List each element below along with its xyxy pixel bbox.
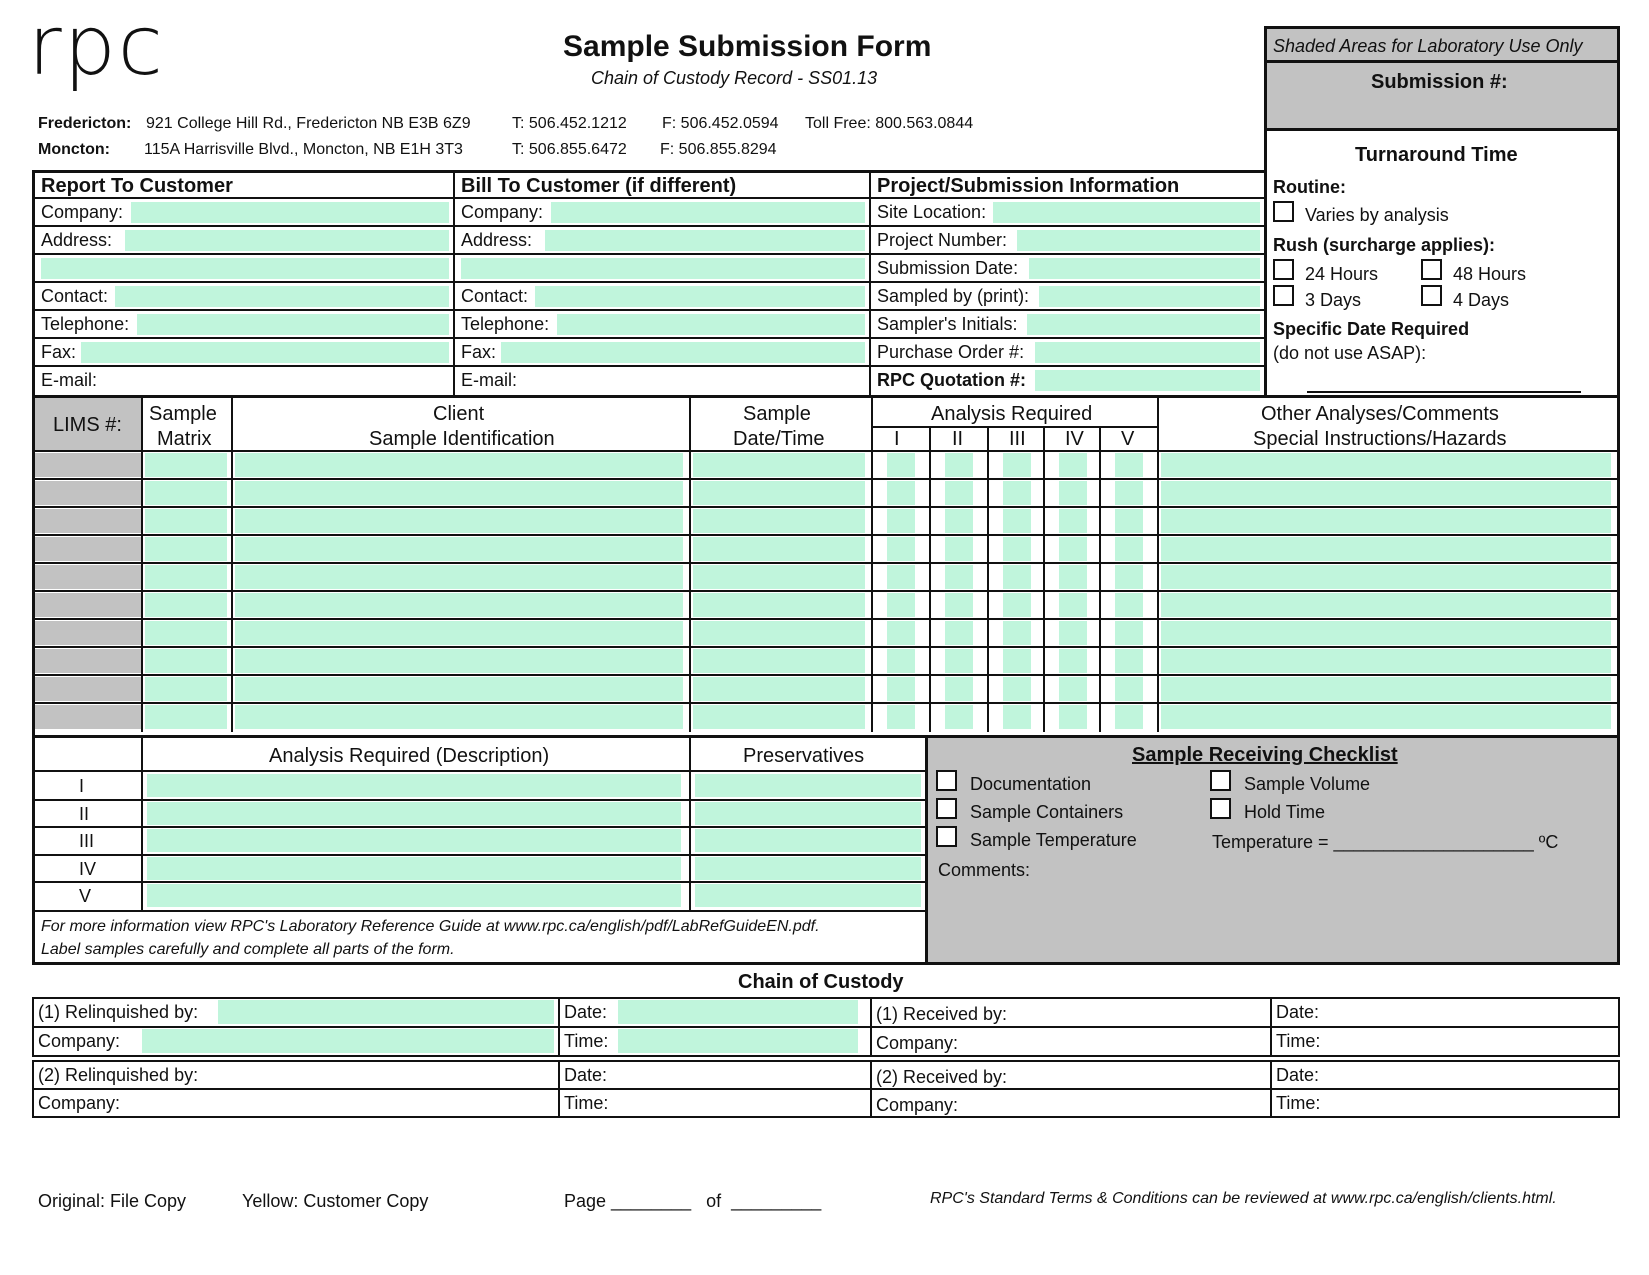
hold-time-checkbox[interactable] <box>1210 798 1231 819</box>
other-comments-input[interactable] <box>1161 509 1611 533</box>
bill-telephone-input[interactable] <box>557 314 865 335</box>
analysis-col-header-1: I <box>894 428 900 450</box>
bill-fax-label: Fax: <box>461 342 497 362</box>
temperature-reading[interactable]: Temperature = ____________________ ºC <box>1212 832 1559 852</box>
sample-row <box>35 480 1617 508</box>
matrix-input[interactable] <box>145 509 227 533</box>
lims-header <box>35 398 141 452</box>
client-id-input[interactable] <box>235 621 683 645</box>
office-tel: T: 506.855.6472 <box>512 141 627 158</box>
analysis-1-input[interactable] <box>887 677 915 701</box>
other-comments-input[interactable] <box>1161 481 1611 505</box>
sample-row <box>35 564 1617 592</box>
analysis-5-input[interactable] <box>1115 537 1143 561</box>
lims-header-label: LIMS #: <box>53 414 122 436</box>
analysis-2-input[interactable] <box>945 537 973 561</box>
analysis-row-label-4: IV <box>79 858 97 879</box>
checklist-title: Sample Receiving Checklist <box>1132 744 1398 766</box>
samples-table <box>32 398 1620 738</box>
client-id-input[interactable] <box>235 593 683 617</box>
lims-cell[interactable] <box>35 649 141 673</box>
sample-row <box>35 592 1617 620</box>
relinquished-1-company-input[interactable] <box>142 1029 554 1053</box>
client-header-2: Sample Identification <box>369 428 555 450</box>
form-subtitle: Chain of Custody Record - SS01.13 <box>591 68 878 88</box>
lims-cell[interactable] <box>35 705 141 729</box>
4-days-checkbox[interactable] <box>1421 285 1442 306</box>
sample-row <box>35 452 1617 480</box>
containers-label: Sample Containers <box>970 802 1124 822</box>
sample-row <box>35 536 1617 564</box>
lab-notice-text: Shaded Areas for Laboratory Use Only <box>1273 36 1583 56</box>
receiving-checklist <box>928 738 1617 962</box>
relinquished-2-date-label: Date: <box>564 1065 608 1085</box>
analysis-2-input[interactable] <box>945 621 973 645</box>
matrix-input[interactable] <box>145 677 227 701</box>
analysis-2-input[interactable] <box>945 705 973 729</box>
analysis-1-input[interactable] <box>887 481 915 505</box>
rpc-logo: rpc <box>28 0 165 94</box>
varies-label: Varies by analysis <box>1305 205 1449 225</box>
lims-cell[interactable] <box>35 453 141 477</box>
relinquished-1-input[interactable] <box>218 1000 554 1024</box>
report-telephone-label: Telephone: <box>41 314 130 334</box>
sampler-initials-input[interactable] <box>1027 314 1260 335</box>
office-address: 921 College Hill Rd., Fredericton NB E3B 6Z9 <box>146 115 471 132</box>
bill-telephone-label: Telephone: <box>461 314 550 334</box>
relinquished-2-company-label: Company: <box>38 1093 121 1113</box>
analysis-2-input[interactable] <box>945 453 973 477</box>
analysis-5-input[interactable] <box>1115 481 1143 505</box>
client-id-input[interactable] <box>235 565 683 589</box>
report-contact-label: Contact: <box>41 286 109 306</box>
bill-address-input[interactable] <box>545 230 865 251</box>
analysis-2-input[interactable] <box>945 481 973 505</box>
analysis-3-input[interactable] <box>1003 677 1031 701</box>
custody-title: Chain of Custody <box>738 971 904 993</box>
analysis-2-input[interactable] <box>945 593 973 617</box>
client-id-input[interactable] <box>235 705 683 729</box>
bill-address-label: Address: <box>461 230 533 250</box>
temperature-label: Sample Temperature <box>970 830 1137 850</box>
sample-row <box>35 648 1617 676</box>
containers-checkbox[interactable] <box>936 798 957 819</box>
submission-label: Submission #: <box>1371 71 1508 93</box>
received-1-date-label: Date: <box>1276 1002 1320 1022</box>
office-tel: T: 506.452.1212 <box>512 115 627 132</box>
checklist-comments-label: Comments: <box>938 860 1031 880</box>
analysis-description-heading: Analysis Required (Description) <box>269 745 550 767</box>
analysis-5-input[interactable] <box>1115 677 1143 701</box>
relinquished-2-time-label: Time: <box>564 1093 609 1113</box>
received-2-company-label: Company: <box>876 1095 959 1115</box>
hold-time-label: Hold Time <box>1244 802 1326 822</box>
other-comments-input[interactable] <box>1161 565 1611 589</box>
other-comments-input[interactable] <box>1161 621 1611 645</box>
analysis-row-label-5: V <box>79 886 92 907</box>
other-comments-input[interactable] <box>1161 593 1611 617</box>
project-heading: Project/Submission Information <box>877 175 1180 197</box>
analysis-1-input[interactable] <box>887 649 915 673</box>
preservative-input-3[interactable] <box>695 829 921 852</box>
client-id-input[interactable] <box>235 537 683 561</box>
report-fax-label: Fax: <box>41 342 77 362</box>
documentation-checkbox[interactable] <box>936 770 957 791</box>
lims-cell[interactable] <box>35 537 141 561</box>
report-to-section <box>35 173 453 395</box>
sample-row <box>35 508 1617 536</box>
relinquished-1-company-label: Company: <box>38 1031 121 1051</box>
quotation-input[interactable] <box>1035 370 1260 391</box>
preservative-input-2[interactable] <box>695 802 921 825</box>
analysis-5-input[interactable] <box>1115 621 1143 645</box>
received-2-time-label: Time: <box>1276 1093 1321 1113</box>
4-days-label: 4 Days <box>1453 290 1510 310</box>
preservative-input-4[interactable] <box>695 857 921 880</box>
lims-cell[interactable] <box>35 481 141 505</box>
analysis-4-input[interactable] <box>1059 537 1087 561</box>
analysis-description-block <box>32 735 1620 965</box>
analysis-1-input[interactable] <box>887 565 915 589</box>
received-1-company-label: Company: <box>876 1033 959 1053</box>
report-address-input[interactable] <box>125 230 449 251</box>
sampled-by-label: Sampled by (print): <box>877 286 1030 306</box>
report-to-heading: Report To Customer <box>41 175 233 197</box>
matrix-input[interactable] <box>145 705 227 729</box>
project-number-input[interactable] <box>1017 230 1260 251</box>
analysis-3-input[interactable] <box>1003 537 1031 561</box>
analysis-5-input[interactable] <box>1115 705 1143 729</box>
analysis-1-input[interactable] <box>887 593 915 617</box>
project-section <box>871 173 1264 395</box>
office-city: Moncton: <box>38 141 110 158</box>
terms-note: RPC's Standard Terms & Conditions can be reviewed at www.rpc.ca/english/clients.html. <box>930 1190 1557 1207</box>
office-fax: F: 506.452.0594 <box>662 115 779 132</box>
other-comments-input[interactable] <box>1161 705 1611 729</box>
analysis-4-input[interactable] <box>1059 649 1087 673</box>
specific-date-label: Specific Date Required <box>1273 319 1470 339</box>
sample-row <box>35 620 1617 648</box>
client-id-input[interactable] <box>235 649 683 673</box>
analysis-3-input[interactable] <box>1003 621 1031 645</box>
volume-checkbox[interactable] <box>1210 770 1231 791</box>
other-header-1: Other Analyses/Comments <box>1261 403 1499 425</box>
analysis-3-input[interactable] <box>1003 649 1031 673</box>
report-company-label: Company: <box>41 202 124 222</box>
volume-label: Sample Volume <box>1244 774 1371 794</box>
analysis-row-label-2: II <box>79 803 90 824</box>
matrix-header-2: Matrix <box>157 428 212 450</box>
client-id-input[interactable] <box>235 481 683 505</box>
analysis-2-input[interactable] <box>945 677 973 701</box>
analysis-4-input[interactable] <box>1059 565 1087 589</box>
custody-block-2 <box>32 1060 1620 1118</box>
sample-row <box>35 676 1617 704</box>
date-header-1: Sample <box>743 403 811 425</box>
temperature-checkbox[interactable] <box>936 826 957 847</box>
client-header-1: Client <box>433 403 485 425</box>
sample-datetime-input[interactable] <box>693 481 865 505</box>
analysis-4-input[interactable] <box>1059 593 1087 617</box>
analysis-col-header-2: II <box>952 428 964 450</box>
sample-datetime-input[interactable] <box>693 537 865 561</box>
analysis-3-input[interactable] <box>1003 565 1031 589</box>
matrix-input[interactable] <box>145 593 227 617</box>
report-address-label: Address: <box>41 230 113 250</box>
48-hours-label: 48 Hours <box>1453 264 1527 284</box>
site-location-input[interactable] <box>993 202 1260 223</box>
analysis-3-input[interactable] <box>1003 509 1031 533</box>
date-header-2: Date/Time <box>733 428 825 450</box>
received-2-label: (2) Received by: <box>876 1067 1008 1087</box>
analysis-description-input-3[interactable] <box>147 829 681 852</box>
lims-cell[interactable] <box>35 677 141 701</box>
original-copy-label: Original: File Copy <box>38 1191 187 1211</box>
received-1-time-label: Time: <box>1276 1031 1321 1051</box>
analysis-2-input[interactable] <box>945 649 973 673</box>
routine-label: Routine: <box>1273 177 1346 197</box>
bill-contact-label: Contact: <box>461 286 529 306</box>
customer-block <box>32 170 1267 398</box>
bill-address-line2-input[interactable] <box>461 258 865 279</box>
analysis-1-input[interactable] <box>887 705 915 729</box>
preservative-input-1[interactable] <box>695 774 921 797</box>
sample-datetime-input[interactable] <box>693 649 865 673</box>
relinquished-2-label: (2) Relinquished by: <box>38 1065 199 1085</box>
analysis-1-input[interactable] <box>887 537 915 561</box>
lims-cell[interactable] <box>35 509 141 533</box>
relinquished-1-time-input[interactable] <box>618 1029 858 1053</box>
info-line-2: Label samples carefully and complete all parts of the form. <box>41 941 455 958</box>
submission-date-label: Submission Date: <box>877 258 1019 278</box>
48-hours-checkbox[interactable] <box>1421 259 1442 280</box>
other-comments-input[interactable] <box>1161 677 1611 701</box>
quotation-label: RPC Quotation #: <box>877 370 1026 390</box>
other-comments-input[interactable] <box>1161 537 1611 561</box>
sample-datetime-input[interactable] <box>693 565 865 589</box>
sample-datetime-input[interactable] <box>693 677 865 701</box>
analysis-4-input[interactable] <box>1059 481 1087 505</box>
relinquished-1-time-label: Time: <box>564 1031 609 1051</box>
lab-use-box <box>1264 26 1620 398</box>
sample-datetime-input[interactable] <box>693 453 865 477</box>
other-comments-input[interactable] <box>1161 453 1611 477</box>
sample-datetime-input[interactable] <box>693 621 865 645</box>
analysis-header: Analysis Required <box>931 403 1093 425</box>
yellow-copy-label: Yellow: Customer Copy <box>242 1191 429 1211</box>
analysis-4-input[interactable] <box>1059 453 1087 477</box>
analysis-description-input-4[interactable] <box>147 857 681 880</box>
analysis-description-input-5[interactable] <box>147 884 681 907</box>
bill-email-label: E-mail: <box>461 370 518 390</box>
analysis-4-input[interactable] <box>1059 621 1087 645</box>
analysis-2-input[interactable] <box>945 565 973 589</box>
3-days-label: 3 Days <box>1305 290 1362 310</box>
matrix-input[interactable] <box>145 537 227 561</box>
analysis-5-input[interactable] <box>1115 509 1143 533</box>
analysis-5-input[interactable] <box>1115 565 1143 589</box>
analysis-3-input[interactable] <box>1003 593 1031 617</box>
matrix-input[interactable] <box>145 453 227 477</box>
matrix-input[interactable] <box>145 481 227 505</box>
analysis-col-header-4: IV <box>1065 428 1084 450</box>
lab-notice <box>1267 29 1617 63</box>
office-fax: F: 506.855.8294 <box>660 141 777 158</box>
24-hours-checkbox[interactable] <box>1273 259 1294 280</box>
page-number[interactable]: Page ________ of _________ <box>564 1191 822 1211</box>
form-title: Sample Submission Form <box>563 30 932 63</box>
other-comments-input[interactable] <box>1161 649 1611 673</box>
bill-fax-input[interactable] <box>501 342 865 363</box>
rush-label: Rush (surcharge applies): <box>1273 235 1496 255</box>
relinquished-1-label: (1) Relinquished by: <box>38 1002 199 1022</box>
analysis-2-input[interactable] <box>945 509 973 533</box>
bill-to-section <box>455 173 869 395</box>
analysis-1-input[interactable] <box>887 453 915 477</box>
analysis-1-input[interactable] <box>887 621 915 645</box>
relinquished-1-date-label: Date: <box>564 1002 608 1022</box>
analysis-4-input[interactable] <box>1059 705 1087 729</box>
client-id-input[interactable] <box>235 453 683 477</box>
report-fax-input[interactable] <box>81 342 449 363</box>
submission-date-input[interactable] <box>1029 258 1260 279</box>
report-email-label: E-mail: <box>41 370 98 390</box>
custody-block-1 <box>32 997 1620 1057</box>
analysis-description-input-1[interactable] <box>147 774 681 797</box>
3-days-checkbox[interactable] <box>1273 285 1294 306</box>
specific-date-note: (do not use ASAP): <box>1273 343 1427 363</box>
sample-row <box>35 704 1617 732</box>
project-number-label: Project Number: <box>877 230 1008 250</box>
site-location-label: Site Location: <box>877 202 987 222</box>
analysis-description-input-2[interactable] <box>147 802 681 825</box>
sample-datetime-input[interactable] <box>693 593 865 617</box>
report-company-input[interactable] <box>131 202 449 223</box>
documentation-label: Documentation <box>970 774 1092 794</box>
bill-company-label: Company: <box>461 202 544 222</box>
lims-cell[interactable] <box>35 565 141 589</box>
lims-cell[interactable] <box>35 621 141 645</box>
matrix-input[interactable] <box>145 621 227 645</box>
client-id-input[interactable] <box>235 677 683 701</box>
received-1-label: (1) Received by: <box>876 1004 1008 1024</box>
analysis-5-input[interactable] <box>1115 453 1143 477</box>
24-hours-label: 24 Hours <box>1305 264 1379 284</box>
matrix-input[interactable] <box>145 565 227 589</box>
client-id-input[interactable] <box>235 509 683 533</box>
office-city: Fredericton: <box>38 115 132 132</box>
analysis-4-input[interactable] <box>1059 509 1087 533</box>
analysis-4-input[interactable] <box>1059 677 1087 701</box>
analysis-5-input[interactable] <box>1115 593 1143 617</box>
lims-cell[interactable] <box>35 593 141 617</box>
sampled-by-input[interactable] <box>1039 286 1260 307</box>
office-tollfree: Toll Free: 800.563.0844 <box>805 115 974 132</box>
preservatives-heading: Preservatives <box>743 745 865 767</box>
info-line-1: For more information view RPC's Laboratory Reference Guide at www.rpc.ca/english/pdf/LabRefGuideEN.pdf. <box>41 918 820 935</box>
analysis-5-input[interactable] <box>1115 649 1143 673</box>
report-telephone-input[interactable] <box>137 314 449 335</box>
bill-company-input[interactable] <box>551 202 865 223</box>
analysis-1-input[interactable] <box>887 509 915 533</box>
preservative-input-5[interactable] <box>695 884 921 907</box>
report-address-line2-input[interactable] <box>41 258 449 279</box>
analysis-row-label-1: I <box>79 776 85 796</box>
sample-datetime-input[interactable] <box>693 705 865 729</box>
analysis-col-header-3: III <box>1009 428 1026 450</box>
turnaround-title: Turnaround Time <box>1355 144 1518 166</box>
analysis-3-input[interactable] <box>1003 705 1031 729</box>
bill-to-heading: Bill To Customer (if different) <box>461 175 737 197</box>
specific-date-line[interactable] <box>1307 391 1581 393</box>
analysis-col-header-5: V <box>1121 428 1135 450</box>
purchase-order-input[interactable] <box>1035 342 1260 363</box>
office-address: 115A Harrisville Blvd., Moncton, NB E1H 3T3 <box>144 141 463 158</box>
submission-number-field[interactable] <box>1267 63 1617 131</box>
varies-checkbox[interactable] <box>1273 201 1294 222</box>
relinquished-1-date-input[interactable] <box>618 1000 858 1024</box>
other-header-2: Special Instructions/Hazards <box>1253 428 1507 450</box>
analysis-3-input[interactable] <box>1003 481 1031 505</box>
received-2-date-label: Date: <box>1276 1065 1320 1085</box>
purchase-order-label: Purchase Order #: <box>877 342 1025 362</box>
report-contact-input[interactable] <box>115 286 449 307</box>
sample-datetime-input[interactable] <box>693 509 865 533</box>
bill-contact-input[interactable] <box>535 286 865 307</box>
sampler-initials-label: Sampler's Initials: <box>877 314 1018 334</box>
matrix-input[interactable] <box>145 649 227 673</box>
matrix-header-1: Sample <box>149 403 217 425</box>
analysis-3-input[interactable] <box>1003 453 1031 477</box>
analysis-row-label-3: III <box>79 831 95 852</box>
